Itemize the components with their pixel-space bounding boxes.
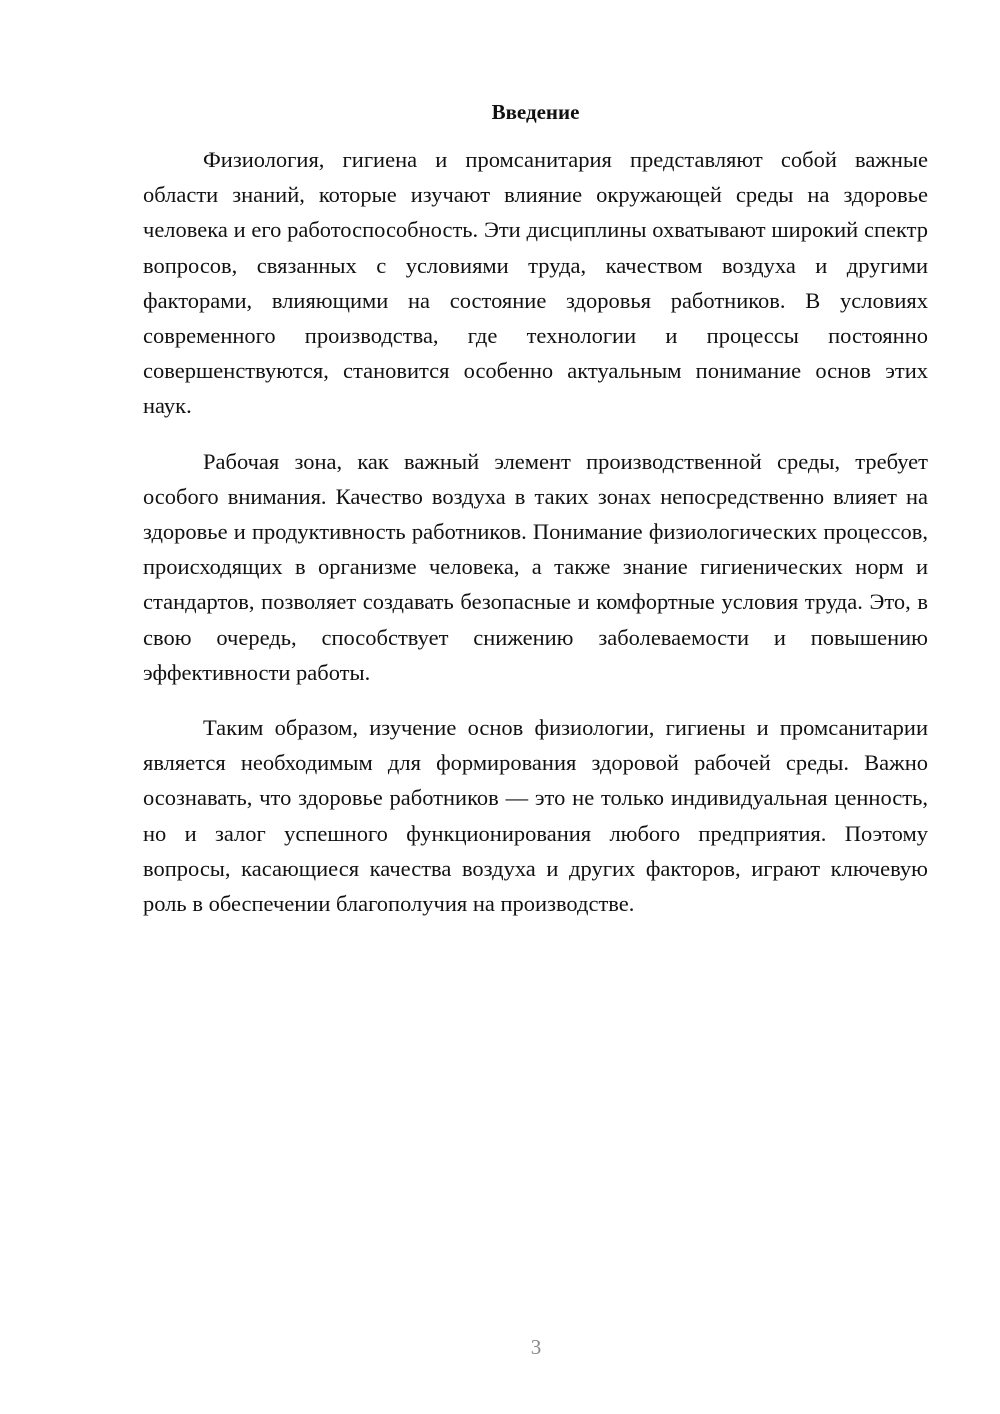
section-heading: Введение (491, 100, 580, 124)
body-text (143, 142, 928, 941)
page-number: 3 (530, 1335, 542, 1359)
paragraph-3: Таким образом, изучение основ физиологии, гигиены и промсанитарии является необходимым для формирования здоровой рабочей среды. Важно осознавать, что здоровье работников — это не только индивидуальная ценность, но и залог успешного функционирования любого предприятия. Поэтому вопросы, касающиеся качества воздуха и других факторов, играют ключевую роль в обеспечении благополучия на производстве. (143, 715, 928, 917)
paragraph-2: Рабочая зона, как важный элемент производственной среды, требует особого внимания. Качество воздуха в таких зонах непосредственно влияет на здоровье и продуктивность работников. Понимание физиологических процессов, происходящих в организме человека, а также знание гигиенических норм и стандартов, позволяет создавать безопасные и комфортные условия труда. Это, в свою очередь, способствует снижению заболеваемости и повышению эффективности работы. (143, 448, 928, 685)
paragraph-1: Физиология, гигиена и промсанитария представляют собой важные области знаний, которые изучают влияние окружающей среды на здоровье человека и его работоспособность. Эти дисциплины охватывают широкий спектр вопросов, связанных с условиями труда, качеством воздуха и другими факторами, влияющими на состояние здоровья работников. В условиях современного производства, где технологии и процессы постоянно совершенствуются, становится особенно актуальным понимание основ этих наук. (143, 147, 928, 419)
